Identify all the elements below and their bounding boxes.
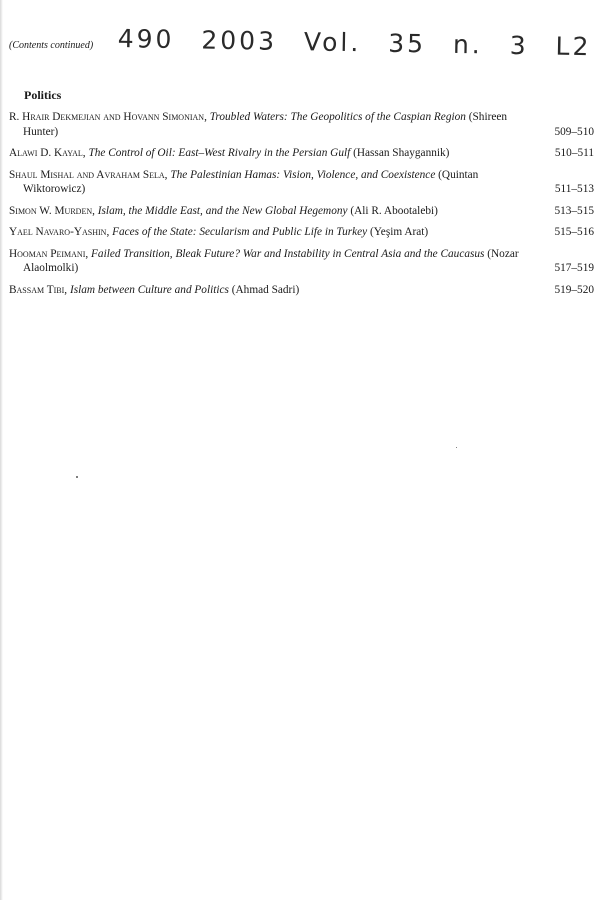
entry-citation: Hooman Peimani, Failed Transition, Bleak Future? War and Instability in Central Asia and the Caucasus (Nozar Alaolmolki)	[9, 247, 519, 274]
entry-reviewer: (Ahmad Sadri)	[231, 283, 300, 296]
entry-pages: 515–516	[554, 226, 594, 238]
entry-reviewer: (Nozar Alaolmolki)	[23, 247, 519, 274]
entry-title: Islam between Culture and Politics	[69, 283, 229, 296]
scan-speck	[76, 476, 78, 478]
entry-reviewer: (Quintan Wiktorowicz)	[23, 168, 479, 195]
scan-edge-shadow	[0, 0, 3, 900]
entry-citation: Bassam Tibi, Islam between Culture and Politics (Ahmad Sadri)	[9, 283, 300, 296]
entry-pages: 517–519	[554, 262, 594, 274]
entry-citation: Shaul Mishal and Avraham Sela, The Palestinian Hamas: Vision, Violence, and Coexistence (Quintan Wiktorowicz)	[9, 168, 479, 195]
entry-title: Troubled Waters: The Geopolitics of the Caspian Region	[209, 111, 466, 123]
review-entry	[9, 283, 594, 298]
entry-author: Hooman Peimani	[9, 247, 86, 260]
entry-author: Simon W. Murden	[9, 204, 93, 217]
review-entry	[9, 168, 594, 197]
entry-author: Yael Navaro-Yashin	[9, 226, 107, 238]
entry-citation: Alawi D. Kayal, The Control of Oil: East–West Rivalry in the Persian Gulf (Hassan Shaygannik)	[9, 147, 450, 159]
entry-citation: R. Hrair Dekmejian and Hovann Simonian, Troubled Waters: The Geopolitics of the Caspian Region (Shireen Hunter)	[9, 111, 508, 138]
review-entry-list	[9, 110, 594, 304]
section-heading: Politics	[24, 88, 62, 102]
review-entry	[9, 110, 594, 139]
entry-reviewer: (Yeşim Arat)	[370, 226, 429, 238]
entry-pages: 519–520	[554, 283, 594, 296]
entry-title: The Control of Oil: East–West Rivalry in the Persian Gulf	[88, 147, 351, 159]
review-entry	[9, 146, 594, 161]
entry-author: Alawi D. Kayal	[9, 147, 83, 159]
review-entry	[9, 204, 594, 219]
entry-citation: Yael Navaro-Yashin, Faces of the State: Secularism and Public Life in Turkey (Yeşim Arat)	[9, 226, 429, 238]
review-entry	[9, 225, 594, 240]
entry-pages: 513–515	[554, 204, 594, 217]
entry-reviewer: (Ali R. Abootalebi)	[350, 204, 438, 217]
entry-reviewer: (Shireen Hunter)	[23, 111, 508, 138]
entry-reviewer: (Hassan Shaygannik)	[353, 147, 450, 159]
entry-author: R. Hrair Dekmejian and Hovann Simonian	[9, 111, 205, 123]
contents-continued-label: (Contents continued)	[9, 40, 94, 51]
entry-author: Bassam Tibi	[9, 283, 65, 296]
scan-speck	[456, 447, 457, 448]
entry-title: Faces of the State: Secularism and Public Life in Turkey	[112, 226, 368, 238]
handwritten-catalog-note: 490 2003 Vol. 35 n. 3 L2	[117, 24, 592, 62]
entry-pages: 511–513	[554, 183, 594, 195]
entry-citation: Simon W. Murden, Islam, the Middle East, and the New Global Hegemony (Ali R. Abootalebi)	[9, 204, 438, 217]
entry-title: Islam, the Middle East, and the New Global Hegemony	[97, 204, 348, 217]
entry-pages: 510–511	[554, 147, 594, 159]
entry-author: Shaul Mishal and Avraham Sela	[9, 168, 165, 181]
entry-title: The Palestinian Hamas: Vision, Violence, and Coexistence	[170, 168, 436, 181]
entry-pages: 509–510	[554, 125, 594, 138]
review-entry	[9, 247, 594, 276]
entry-title: Failed Transition, Bleak Future? War and Instability in Central Asia and the Caucasus	[91, 247, 485, 260]
